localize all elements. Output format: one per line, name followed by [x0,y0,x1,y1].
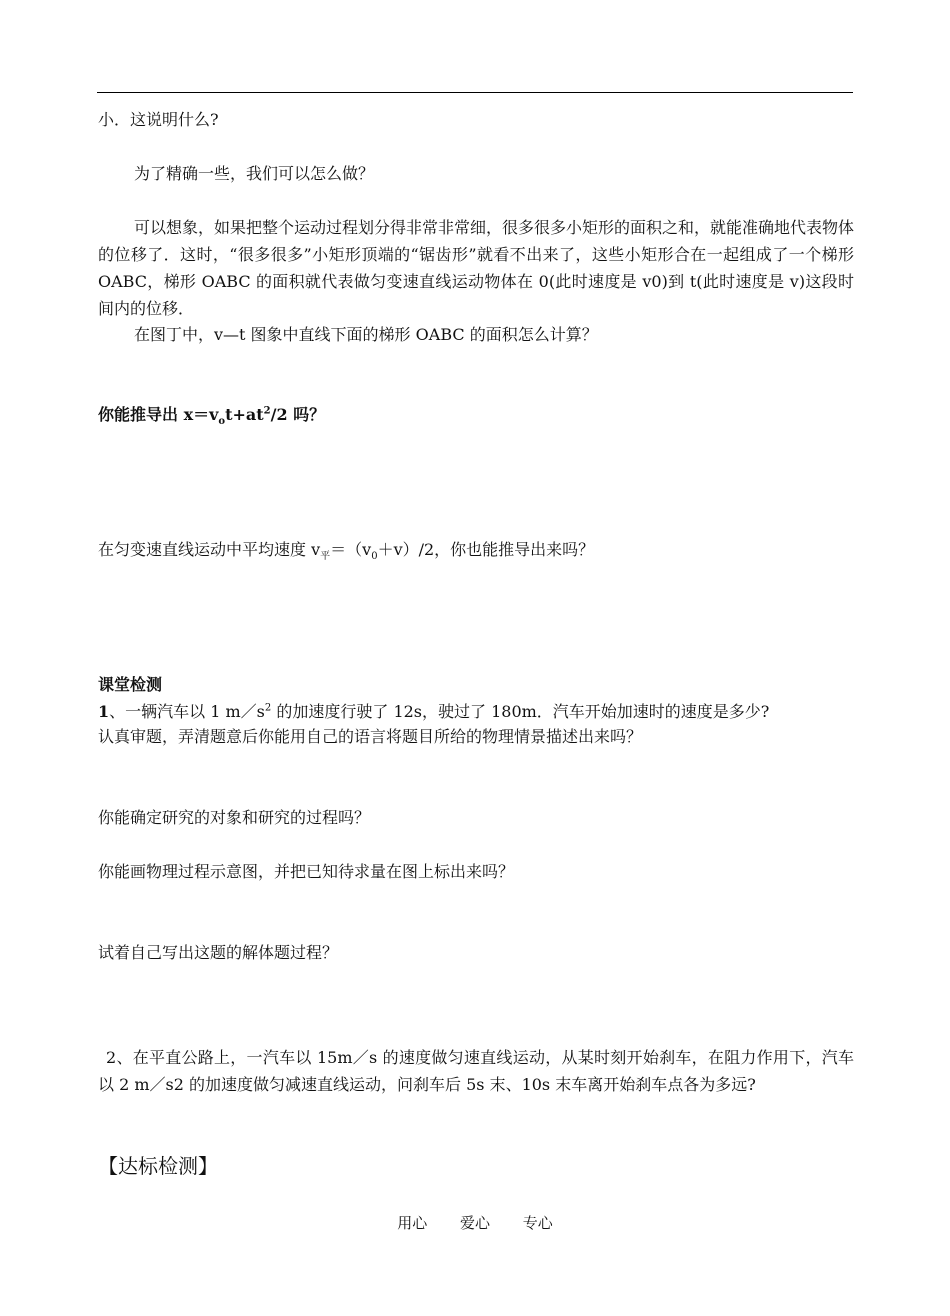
footer-item: 用心 [397,1214,428,1232]
question-1 [98,702,769,722]
section-title: 课堂检测 [98,675,163,694]
question-text: 的加速度行驶了 12s，驶过了 180m．汽车开始加速时的速度是多少? [271,702,770,721]
footer-item: 专心 [522,1214,553,1232]
text-line: 认真审题，弄清题意后你能用自己的语言将题目所给的物理情景描述出来吗？ [98,727,643,746]
header-rule [97,92,853,93]
footer [0,1212,950,1233]
formula-subscript: o [218,416,226,428]
paragraph-text: 可以想象，如果把整个运动过程划分得非常非常细，很多很多小矩形的面积之和，就能准确地代表物体的位移了．这时，“很多很多”小矩形顶端的“锯齿形”就看不出来了，这些小矩形合在一起组成了一个梯形 OABC，梯形 OABC 的面积就代表做匀变速直线运动物体在 0(此时速度是 v0)到 t(此时速度是 v)这段时间内的位移． [98,218,855,318]
text-line: 你能确定研究的对象和研究的过程吗？ [98,808,371,827]
text-line: 试着自己写出这题的解体题过程？ [98,943,339,962]
formula-text: /2 吗？ [270,405,326,424]
question-text: 、一辆汽车以 1 m／s [109,702,265,721]
avg-question [98,540,595,563]
formula-text: 你能推导出 x＝v [98,405,219,424]
text-line: 为了精确一些，我们可以怎么做？ [134,164,375,183]
question-number: 1 [98,702,110,721]
formula-text: t+at [225,405,264,424]
question-superscript: 2 [264,702,272,714]
formula-superscript: 2 [263,405,271,417]
derive-question [98,405,326,428]
standard-title: 【达标检测】 [98,1154,218,1178]
question-2-text: 2、在平直公路上，一汽车以 15m／s 的速度做匀速直线运动，从某时刻开始刹车，在阻力作用下，汽车以 2 m／s2 的加速度做匀减速直线运动，问刹车后 5s 末、10s 末车离开始刹车点各为多远? [98,1048,854,1094]
formula-text: ＝（v [330,540,372,559]
formula-text: ＋v）/2，你也能推导出来吗？ [377,540,595,559]
question-2 [98,1044,854,1098]
formula-subscript: 平 [320,551,331,563]
formula-subscript: 0 [371,551,378,563]
text-line: 小．这说明什么? [98,110,219,129]
text-line: 在图丁中，v—t 图象中直线下面的梯形 OABC 的面积怎么计算？ [134,325,598,344]
formula-text: 在匀变速直线运动中平均速度 v [98,540,321,559]
footer-item: 爱心 [459,1214,490,1232]
text-line: 你能画物理过程示意图，并把已知待求量在图上标出来吗？ [98,862,515,881]
paragraph [98,214,854,322]
